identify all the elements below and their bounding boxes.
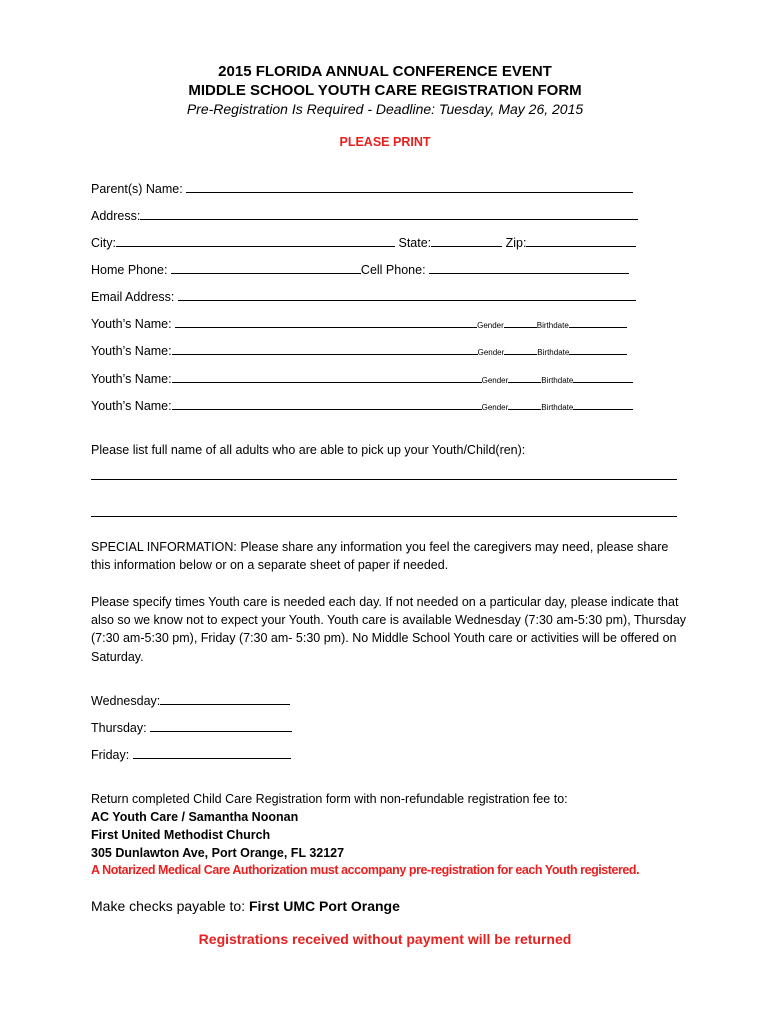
youth-row: [91, 316, 627, 331]
gender-label: Gender: [481, 376, 509, 385]
youth-name-label: Youth’s Name:: [91, 344, 172, 358]
address-label: Address:: [91, 209, 141, 223]
birthdate-field[interactable]: [569, 320, 627, 328]
state-label: State:: [398, 236, 432, 250]
wednesday-label: Wednesday:: [91, 694, 161, 708]
thursday-field[interactable]: [150, 720, 292, 732]
payment-warning: Registrations received without payment will be returned: [198, 931, 572, 947]
pickup-line-2[interactable]: [91, 516, 677, 517]
youth-row: [91, 398, 633, 413]
medical-authorization-notice: A Notarized Medical Care Authorization must accompany pre-registration for each Youth registered.: [91, 863, 640, 877]
form-title-line1: 2015 FLORIDA ANNUAL CONFERENCE EVENT: [218, 63, 552, 80]
payment-prefix: Make checks payable to:: [91, 898, 249, 914]
friday-row: [91, 747, 291, 762]
parents-name-row: [91, 181, 633, 196]
youth-name-label: Youth’s Name:: [91, 372, 172, 386]
birthdate-field[interactable]: [573, 402, 633, 410]
gender-field[interactable]: [504, 320, 537, 328]
times-needed-text: Please specify times Youth care is needed each day. If not needed on a particular day, please indicate that also so we know not to expect your Youth. Youth care is available Wednesday (7:30 am-5:30 pm), Thursday (7:30 am-5:30 pm), Friday (7:30 am- 5:30 pm). No Middle School Youth care or activities will be offered on Saturday.: [91, 595, 687, 664]
email-label: Email Address:: [91, 290, 175, 304]
friday-field[interactable]: [133, 747, 291, 759]
pickup-line-1[interactable]: [91, 479, 677, 480]
payment-instruction: [91, 898, 400, 914]
city-field[interactable]: [116, 235, 395, 247]
zip-field[interactable]: [526, 235, 636, 247]
return-intro: Return completed Child Care Registration form with non-refundable registration fee to:: [91, 792, 568, 806]
parents-name-label: Parent(s) Name:: [91, 182, 183, 196]
gender-label: Gender: [477, 321, 504, 330]
form-subtitle: Pre-Registration Is Required - Deadline: Tuesday, May 26, 2015: [186, 101, 584, 117]
youth-name-field[interactable]: [172, 371, 482, 383]
youth-name-field[interactable]: [175, 316, 477, 328]
gender-field[interactable]: [504, 347, 537, 355]
address-row: [91, 208, 638, 223]
cell-phone-field[interactable]: [429, 262, 629, 274]
parents-name-field[interactable]: [186, 181, 633, 193]
please-print-notice: PLEASE PRINT: [339, 135, 431, 149]
thursday-row: [91, 720, 292, 735]
birthdate-field[interactable]: [573, 375, 633, 383]
address-field[interactable]: [140, 208, 638, 220]
youth-name-field[interactable]: [172, 398, 482, 410]
birthdate-label: Birthdate: [536, 321, 569, 330]
payment-payee: First UMC Port Orange: [248, 898, 400, 914]
home-phone-label: Home Phone:: [91, 263, 168, 277]
gender-label: Gender: [477, 348, 505, 357]
return-church: First United Methodist Church: [91, 828, 271, 842]
gender-field[interactable]: [508, 375, 541, 383]
home-phone-field[interactable]: [171, 262, 361, 274]
state-field[interactable]: [431, 235, 502, 247]
youth-row: [91, 343, 627, 358]
form-title-line2: MIDDLE SCHOOL YOUTH CARE REGISTRATION FORM: [188, 82, 582, 99]
thursday-label: Thursday:: [91, 721, 147, 735]
birthdate-label: Birthdate: [541, 376, 574, 385]
email-row: [91, 289, 636, 304]
zip-label: Zip:: [505, 236, 527, 250]
phone-row: [91, 262, 629, 277]
city-label: City:: [91, 236, 116, 250]
city-state-zip-row: [91, 235, 636, 250]
email-field[interactable]: [178, 289, 636, 301]
return-recipient: AC Youth Care / Samantha Noonan: [91, 810, 299, 824]
wednesday-row: [91, 693, 290, 708]
youth-name-field[interactable]: [172, 343, 478, 355]
cell-phone-label: Cell Phone:: [360, 263, 426, 277]
wednesday-field[interactable]: [160, 693, 290, 705]
gender-field[interactable]: [508, 402, 541, 410]
special-information-text: SPECIAL INFORMATION: Please share any information you feel the caregivers may need, please share this information below or on a separate sheet of paper if needed.: [91, 540, 669, 573]
youth-name-label: Youth’s Name:: [91, 317, 172, 331]
birthdate-label: Birthdate: [541, 403, 574, 412]
birthdate-field[interactable]: [569, 347, 627, 355]
return-address: 305 Dunlawton Ave, Port Orange, FL 32127: [91, 846, 345, 860]
youth-row: [91, 371, 633, 386]
pickup-label: Please list full name of all adults who are able to pick up your Youth/Child(ren):: [91, 443, 526, 457]
youth-name-label: Youth’s Name:: [91, 399, 172, 413]
gender-label: Gender: [481, 403, 509, 412]
birthdate-label: Birthdate: [537, 348, 570, 357]
friday-label: Friday:: [91, 748, 130, 762]
